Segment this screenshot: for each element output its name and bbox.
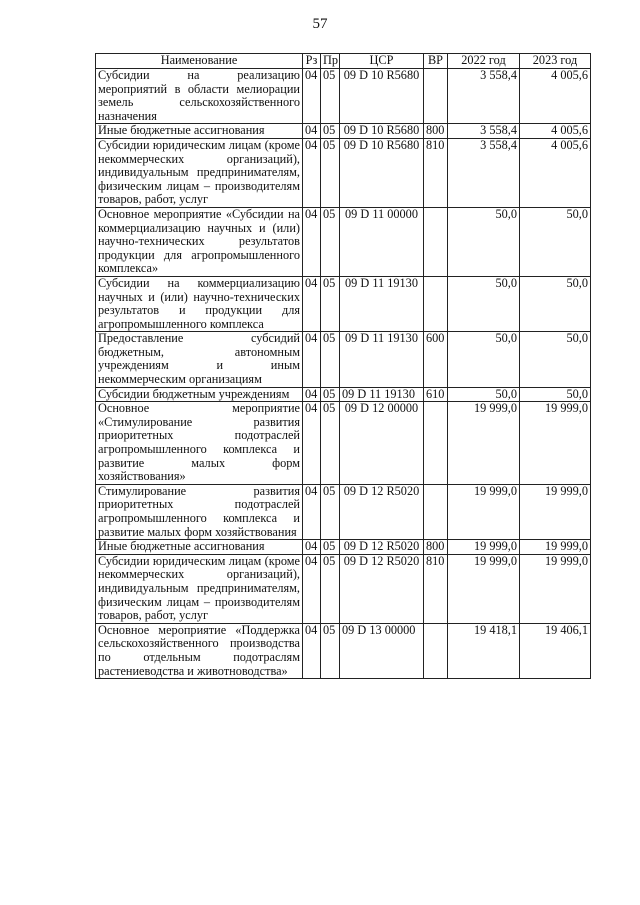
row-vr [424, 484, 448, 539]
header-vr: ВР [424, 54, 448, 69]
row-vr [424, 276, 448, 331]
row-csr: 09 D 11 19130 [340, 332, 424, 387]
table-row [96, 207, 591, 276]
header-2023: 2023 год [520, 54, 591, 69]
row-rz: 04 [303, 138, 321, 207]
row-2022: 3 558,4 [448, 138, 520, 207]
row-rz: 04 [303, 332, 321, 387]
row-rz: 04 [303, 402, 321, 485]
header-name: Наименование [96, 54, 303, 69]
table-row [96, 69, 591, 124]
table-row [96, 276, 591, 331]
row-name: Основное мероприятие «Поддержка сельскохозяйственного производства по отдельным подотраслям растениеводства и животноводства» [96, 623, 303, 678]
row-2022: 50,0 [448, 332, 520, 387]
row-name: Субсидии юридическим лицам (кроме некоммерческих организаций), индивидуальным предпринимателям, физическим лицам – производителям товаров, работ, услуг [96, 554, 303, 623]
row-name: Иные бюджетные ассигнования [96, 124, 303, 139]
row-pr: 05 [321, 276, 340, 331]
page-number: 57 [312, 16, 328, 32]
row-2023: 19 999,0 [520, 402, 591, 485]
row-rz: 04 [303, 484, 321, 539]
row-2022: 19 999,0 [448, 484, 520, 539]
table-row [96, 387, 591, 402]
header-2022: 2022 год [448, 54, 520, 69]
row-2023: 50,0 [520, 276, 591, 331]
row-pr: 05 [321, 554, 340, 623]
row-vr: 600 [424, 332, 448, 387]
row-2023: 19 999,0 [520, 484, 591, 539]
header-csr: ЦСР [340, 54, 424, 69]
table-row [96, 138, 591, 207]
row-csr: 09 D 10 R5680 [340, 138, 424, 207]
row-vr [424, 207, 448, 276]
row-vr: 810 [424, 554, 448, 623]
row-csr: 09 D 12 00000 [340, 402, 424, 485]
row-pr: 05 [321, 540, 340, 555]
row-name: Субсидии юридическим лицам (кроме некоммерческих организаций), индивидуальным предпринимателям, физическим лицам – производителям товаров, работ, услуг [96, 138, 303, 207]
row-2023: 19 999,0 [520, 540, 591, 555]
row-2023: 50,0 [520, 387, 591, 402]
table-row [96, 484, 591, 539]
row-pr: 05 [321, 69, 340, 124]
row-pr: 05 [321, 138, 340, 207]
row-csr: 09 D 12 R5020 [340, 484, 424, 539]
row-2022: 50,0 [448, 276, 520, 331]
table-row [96, 332, 591, 387]
row-pr: 05 [321, 623, 340, 678]
row-vr: 800 [424, 124, 448, 139]
row-rz: 04 [303, 69, 321, 124]
row-csr: 09 D 12 R5020 [340, 540, 424, 555]
row-name: Основное мероприятие «Субсидии на коммерциализацию научных и (или) научно-технических результатов продукции для агропромышленного комплекса» [96, 207, 303, 276]
row-2022: 19 999,0 [448, 554, 520, 623]
row-vr: 810 [424, 138, 448, 207]
row-rz: 04 [303, 387, 321, 402]
row-pr: 05 [321, 402, 340, 485]
row-rz: 04 [303, 207, 321, 276]
row-2022: 3 558,4 [448, 69, 520, 124]
row-pr: 05 [321, 207, 340, 276]
row-csr: 09 D 11 19130 [340, 276, 424, 331]
row-csr: 09 D 11 19130 [340, 387, 424, 402]
row-rz: 04 [303, 623, 321, 678]
table-row [96, 623, 591, 678]
row-pr: 05 [321, 387, 340, 402]
row-rz: 04 [303, 554, 321, 623]
row-2023: 50,0 [520, 207, 591, 276]
row-2022: 19 999,0 [448, 402, 520, 485]
row-vr: 610 [424, 387, 448, 402]
row-csr: 09 D 10 R5680 [340, 124, 424, 139]
row-name: Субсидии бюджетным учреждениям [96, 387, 303, 402]
row-2023: 50,0 [520, 332, 591, 387]
row-rz: 04 [303, 124, 321, 139]
header-pr: Пр [321, 54, 340, 69]
row-name: Иные бюджетные ассигнования [96, 540, 303, 555]
row-vr [424, 69, 448, 124]
row-2023: 19 999,0 [520, 554, 591, 623]
row-pr: 05 [321, 484, 340, 539]
row-2022: 50,0 [448, 387, 520, 402]
row-2022: 19 999,0 [448, 540, 520, 555]
row-2023: 19 406,1 [520, 623, 591, 678]
row-2022: 19 418,1 [448, 623, 520, 678]
budget-table [95, 53, 591, 679]
row-2023: 4 005,6 [520, 124, 591, 139]
table-row [96, 540, 591, 555]
row-csr: 09 D 10 R5680 [340, 69, 424, 124]
row-rz: 04 [303, 540, 321, 555]
row-2023: 4 005,6 [520, 69, 591, 124]
row-rz: 04 [303, 276, 321, 331]
row-name: Стимулирование развития приоритетных подотраслей агропромышленного комплекса и развитие малых форм хозяйствования [96, 484, 303, 539]
row-vr [424, 623, 448, 678]
header-rz: Рз [303, 54, 321, 69]
row-name: Предоставление субсидий бюджетным, автономным учреждениям и иным некоммерческим организациям [96, 332, 303, 387]
row-csr: 09 D 12 R5020 [340, 554, 424, 623]
table-row [96, 402, 591, 485]
row-2022: 3 558,4 [448, 124, 520, 139]
row-2022: 50,0 [448, 207, 520, 276]
row-csr: 09 D 11 00000 [340, 207, 424, 276]
row-pr: 05 [321, 332, 340, 387]
row-2023: 4 005,6 [520, 138, 591, 207]
table-row [96, 124, 591, 139]
table-header-row [96, 54, 591, 69]
table-row [96, 554, 591, 623]
row-vr: 800 [424, 540, 448, 555]
row-name: Основное мероприятие «Стимулирование развития приоритетных подотраслей агропромышленного комплекса и развитие малых форм хозяйствования» [96, 402, 303, 485]
row-csr: 09 D 13 00000 [340, 623, 424, 678]
row-vr [424, 402, 448, 485]
row-pr: 05 [321, 124, 340, 139]
row-name: Субсидии на коммерциализацию научных и (или) научно-технических результатов и продукции для агропромышленного комплекса [96, 276, 303, 331]
row-name: Субсидии на реализацию мероприятий в области мелиорации земель сельскохозяйственного назначения [96, 69, 303, 124]
